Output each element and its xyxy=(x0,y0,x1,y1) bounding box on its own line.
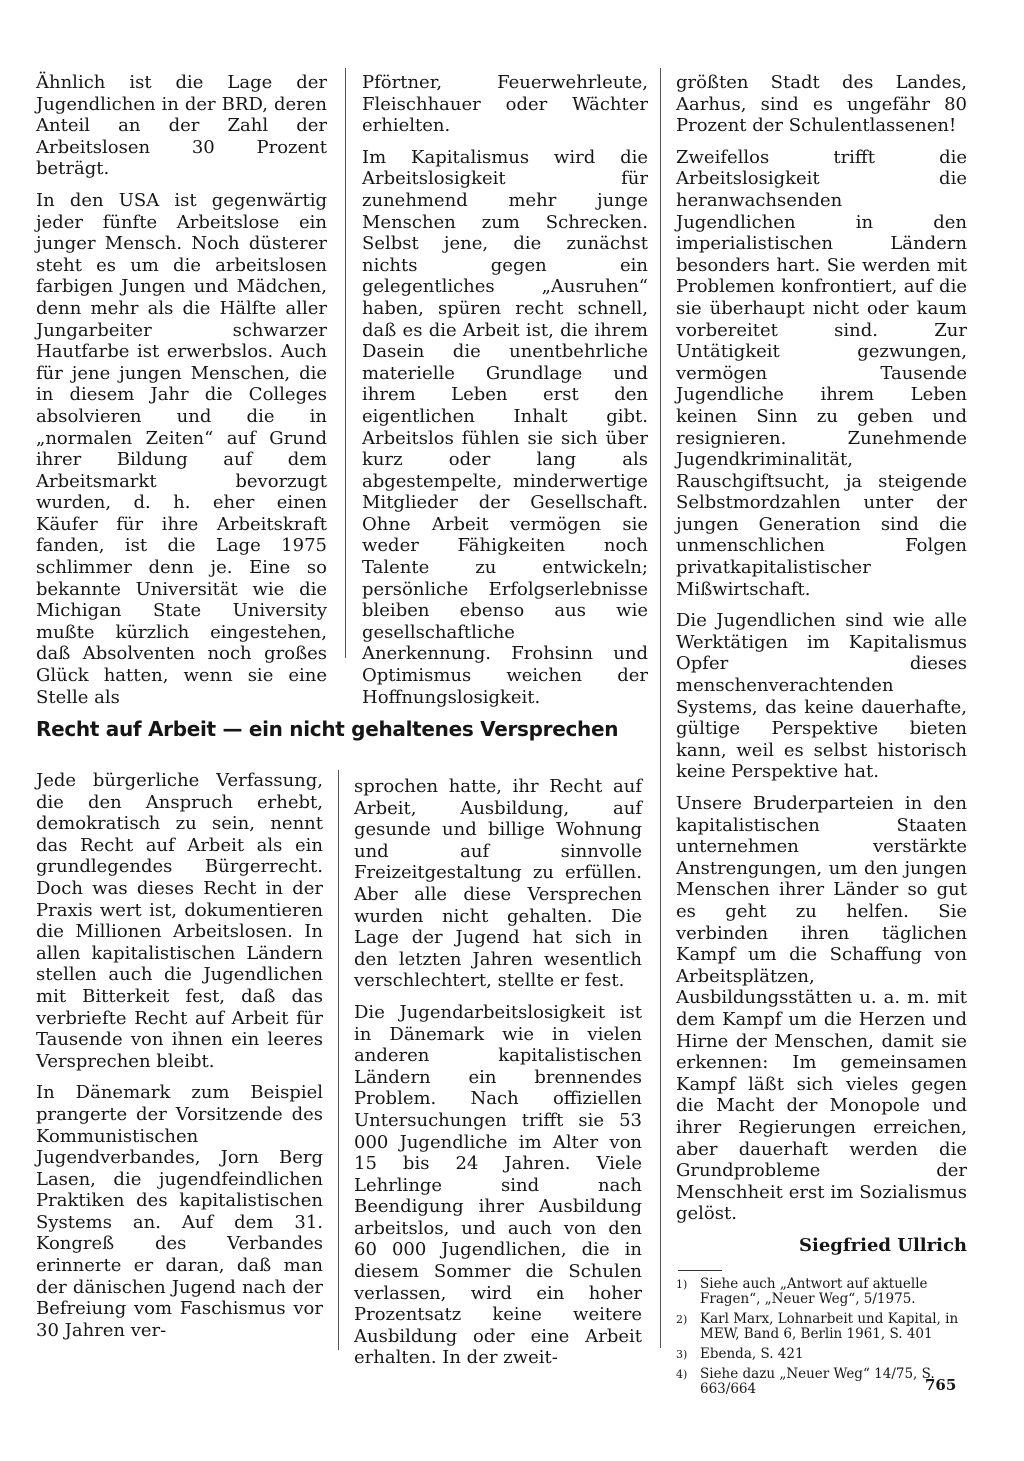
footnotes xyxy=(676,1277,967,1397)
paragraph: Jede bürgerliche Verfassung, die den Anspruch erhebt, demokratisch zu sein, nennt das Recht auf Arbeit als ein grundlegendes Bürgerrecht. Doch was dieses Recht in der Praxis wert ist, dokumentieren die Millionen Arbeitslosen. In allen kapitalistischen Ländern stellen auch die Jugendlichen mit Bitterkeit fest, daß das verbriefte Recht auf Arbeit für Tausende von ihnen ein leeres Versprechen bleibt. xyxy=(36,770,323,1072)
page-number: 765 xyxy=(925,1376,957,1394)
footnote-text: Siehe dazu „Neuer Weg“ 14/75, S. 663/664 xyxy=(700,1366,935,1398)
paragraph: Im Kapitalismus wird die Arbeitslosigkeit für zunehmend mehr junge Menschen zum Schrecken. Selbst jene, die zunächst nichts gegen ein gelegentliches „Ausruhen“ haben, spüren recht schnell, daß es die Arbeit ist, die ihrem Dasein die unentbehrliche materielle Grundlage und ihrem Leben erst den eigentlichen Inhalt gibt. Arbeitslos fühlen sie sich über kurz oder lang als abgestempelte, minderwertige Mitglieder der Gesellschaft. Ohne Arbeit vermögen sie weder Fähigkeiten noch Talente zu entwickeln; persönliche Erfolgserlebnisse bleiben ebenso aus wie gesellschaftliche Anerkennung. Frohsinn und Optimismus weichen der Hoffnungslosigkeit. xyxy=(362,146,648,708)
footnote xyxy=(676,1347,967,1362)
footnote-number: 1) xyxy=(676,1278,688,1292)
footnote-text: Karl Marx, Lohnarbeit und Kapital, in MEW, Band 6, Berlin 1961, S. 401 xyxy=(700,1311,959,1343)
author-name: Siegfried Ullrich xyxy=(799,1234,967,1256)
paragraph: größten Stadt des Landes, Aarhus, sind es ungefähr 80 Prozent der Schulentlassenen! xyxy=(676,72,967,137)
footnote-text: Ebenda, S. 421 xyxy=(700,1346,804,1363)
column-rule xyxy=(345,68,346,658)
footnote-number: 4) xyxy=(676,1368,688,1382)
bottom-column-1 xyxy=(36,770,323,1351)
paragraph: In den USA ist gegenwärtig jeder fünfte Arbeitslose ein junger Mensch. Noch düsterer steht es um die arbeitslosen farbigen Jungen und Mädchen, denn mehr als die Hälfte aller Jungarbeiter schwarzer Hautfarbe ist erwerbslos. Auch für jene jungen Menschen, die in diesem Jahr die Colleges absolvieren und die in „normalen Zeiten“ auf Grund ihrer Bildung auf dem Arbeitsmarkt bevorzugt wurden, d. h. eher einen Käufer für ihre Arbeitskraft fanden, ist die Lage 1975 schlimmer denn je. Eine so bekannte Universität wie die Michigan State University mußte kürzlich eingestehen, daß Absolventen noch großes Glück hatten, wenn sie eine Stelle als xyxy=(36,189,327,708)
paragraph: Zweifellos trifft die Arbeitslosigkeit die heranwachsenden Jugendlichen in den imperialistischen Ländern besonders hart. Sie werden mit Problemen konfrontiert, auf die sie überhaupt nicht oder kaum vorbereitet sind. Zur Untätigkeit gezwungen, vermögen Tausende Jugendliche ihrem Leben keinen Sinn zu geben und resignieren. Zunehmende Jugendkriminalität, Rauschgiftsucht, ja steigende Selbstmordzahlen unter der jungen Generation sind die unmenschlichen Folgen privatkapitalistischer Mißwirtschaft. xyxy=(676,146,967,600)
bottom-column-2 xyxy=(354,776,642,1379)
right-column xyxy=(676,72,967,1402)
paragraph: Unsere Bruderparteien in den kapitalistischen Staaten unternehmen verstärkte Anstrengungen, um den jungen Menschen ihrer Länder so gut es geht zu helfen. Sie verbinden ihren täglichen Kampf um die Schaffung von Arbeitsplätzen, Ausbildungsstätten u. a. m. mit dem Kampf um die Herzen und Hirne der Menschen, damit sie erkennen: Im gemeinsamen Kampf läßt sich vieles gegen die Macht der Monopole und ihrer Regierungen erreichen, aber dauerhaft werden die Grundprobleme der Menschheit erst im Sozialismus gelöst. xyxy=(676,793,967,1225)
paragraph: Die Jugendlichen sind wie alle Werktätigen im Kapitalismus Opfer dieses menschenverachtenden Systems, das keine dauerhafte, gültige Perspektive bieten kann, weil es selbst historisch keine Perspektive hat. xyxy=(676,610,967,783)
section-heading: Recht auf Arbeit — ein nicht gehaltenes Versprechen xyxy=(36,717,619,741)
top-column-1 xyxy=(36,72,327,718)
footnote-rule xyxy=(678,1270,722,1271)
top-column-2 xyxy=(362,72,648,718)
footnote xyxy=(676,1312,967,1342)
paragraph: sprochen hatte, ihr Recht auf Arbeit, Ausbildung, auf gesunde und billige Wohnung und auf sinnvolle Freizeitgestaltung zu erfüllen. Aber alle diese Versprechen wurden nicht gehalten. Die Lage der Jugend hat sich in den letzten Jahren wesentlich verschlechtert, stellte er fest. xyxy=(354,776,642,992)
paragraph: Pförtner, Feuerwehrleute, Fleischhauer oder Wächter erhielten. xyxy=(362,72,648,137)
paragraph: Ähnlich ist die Lage der Jugendlichen in der BRD, deren Anteil an der Zahl der Arbeitslosen 30 Prozent beträgt. xyxy=(36,72,327,180)
footnote xyxy=(676,1367,967,1397)
paragraph: In Dänemark zum Beispiel prangerte der Vorsitzende des Kommunistischen Jugendverbandes, Jorn Berg Lasen, die jugendfeindlichen Praktiken des kapitalistischen Systems an. Auf dem 31. Kongreß des Verbandes erinnerte er daran, daß man der dänischen Jugend nach der Befreiung vom Faschismus vor 30 Jahren ver- xyxy=(36,1082,323,1341)
footnote-number: 3) xyxy=(676,1348,688,1362)
footnote-text: Siehe auch „Antwort auf aktuelle Fragen“, „Neuer Weg“, 5/1975. xyxy=(700,1276,928,1308)
paragraph: Die Jugendarbeitslosigkeit ist in Dänemark wie in vielen anderen kapitalistischen Ländern ein brennendes Problem. Nach offiziellen Untersuchungen trifft sie 53 000 Jugendliche im Alter von 15 bis 24 Jahren. Viele Lehrlinge sind nach Beendigung ihrer Ausbildung arbeitslos, und auch von den 60 000 Jugendlichen, die in diesem Sommer die Schulen verlassen, wird ein hoher Prozentsatz keine weitere Ausbildung oder eine Arbeit erhalten. In der zweit- xyxy=(354,1001,642,1369)
column-rule xyxy=(660,68,661,1348)
footnote-number: 2) xyxy=(676,1313,688,1327)
footnote xyxy=(676,1277,967,1307)
column-rule xyxy=(338,770,339,1350)
